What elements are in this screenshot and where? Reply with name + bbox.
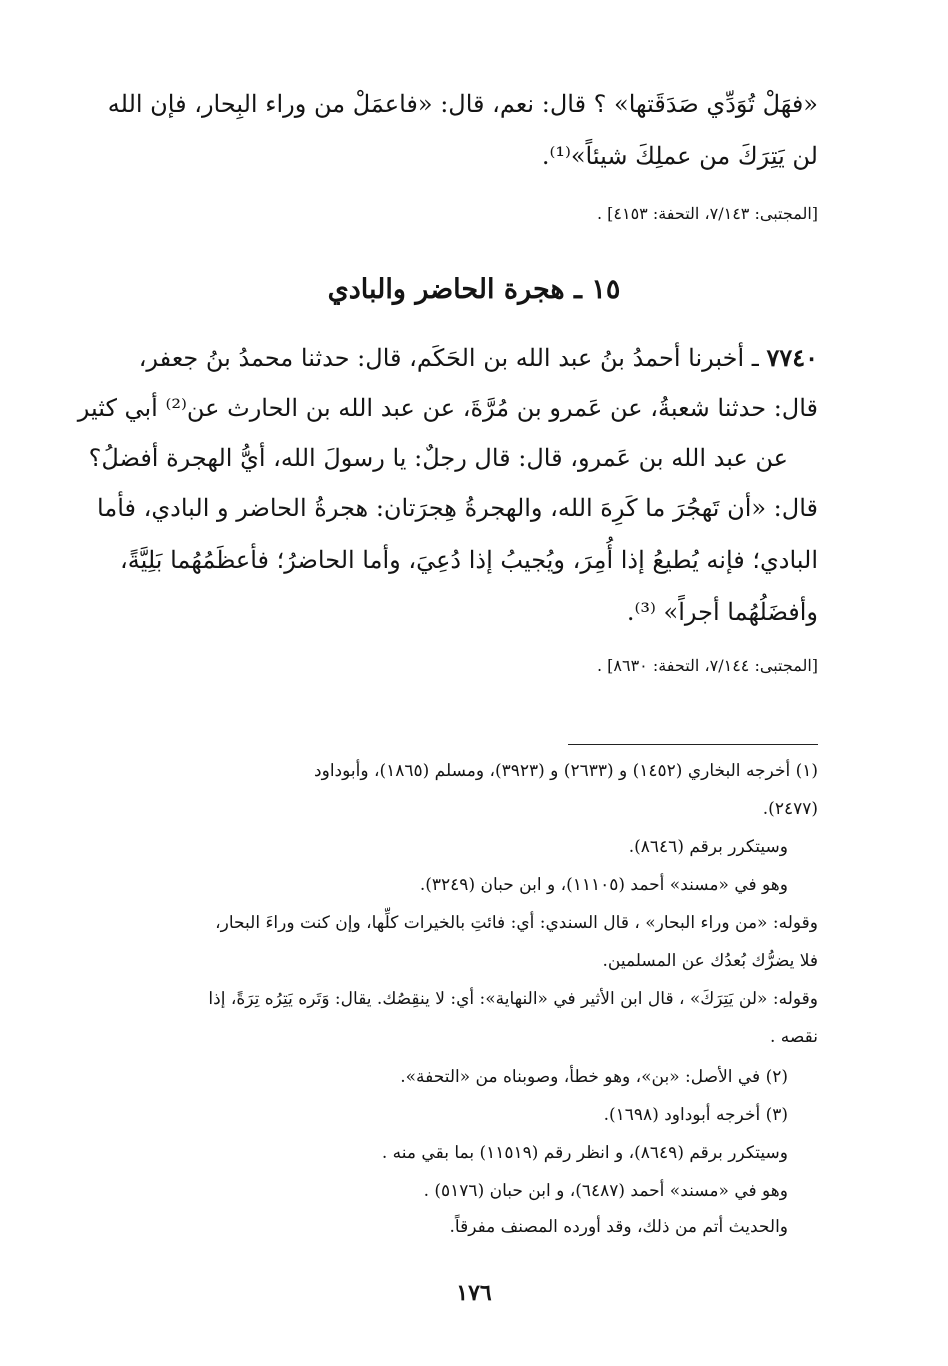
page-number: ١٧٦ [456,1280,492,1306]
hadith-line-2: قال: حدثنا شعبةُ، عن عَمرو بن مُرَّةَ، عن عبد الله بن الحارث عن⁽²⁾ أبي كثير [77,394,818,422]
hadith-line-3: عن عبد الله بن عَمرو، قال: قال رجلٌ: يا رسولَ الله، أيُّ الهجرة أفضلُ؟ [88,444,788,472]
text-line-top-2: لن يَتِرَكَ من عملِكَ شيئاً»⁽¹⁾. [541,142,818,170]
hadith-line-4: قال: «أن تَهجُرَ ما كَرِهَ الله، والهجرةُ هِجرَتان: هجرةُ الحاضر و البادي، فأما [97,494,818,522]
hadith-line-6: وأفضَلُهُما أجراً» ⁽³⁾. [626,598,818,626]
footnote-1-line-7: وقوله: «لن يَتِرَكَ» ، قال ابن الأثير في «النهاية»: أي: لا ينقِصُك. يقال: وَتَره يَتِرُه تِرَةً، إذا [208,989,818,1009]
footnote-1-line-6: فلا يضرُّك بُعدُك عن المسلمين. [602,951,818,971]
text-line-top-1: «فهَلْ تُوَدِّي صَدَقَتها» ؟ قال: نعم، قال: «فاعمَلْ من وراء البِحار، فإن الله [107,90,818,118]
footnote-1-line-4: وهو في «مسند» أحمد (١١١٠٥)، و ابن حبان (٣٢٤٩). [419,875,788,895]
footnote-1-line-2: (٢٤٧٧). [762,799,818,819]
footnote-3-line-2: وسيتكرر برقم (٨٦٤٩)، و انظر رقم (١١٥١٩) بما بقي منه . [381,1143,788,1163]
section-title: ١٥ ـ هجرة الحاضر والبادي [327,274,621,305]
hadith-line-1-text: ـ أخبرنا أحمدُ بنُ عبد الله بن الحَكَم، قال: حدثنا محمدُ بنُ جعفر، [138,344,767,372]
footnote-separator [568,744,818,745]
footnote-2: (٢) في الأصل: «بن»، وهو خطأ، وصوبناه من «التحفة». [400,1067,788,1087]
footnote-1-line-1: (١) أخرجه البخاري (١٤٥٢) و (٢٦٣٣) و (٣٩٢٣)، ومسلم (١٨٦٥)، وأبوداود [314,761,818,781]
hadith-reference: [المجتبى: ٧/١٤٤، التحفة: ٨٦٣٠] . [596,656,818,675]
hadith-line-5: البادي؛ فإنه يُطيعُ إذا أُمِرَ، ويُجيبُ إذا دُعِيَ، وأما الحاضرُ؛ فأعظَمُهُما بَلِيَّةً، [119,546,818,574]
footnote-3-line-4: والحديث أتم من ذلك، وقد أورده المصنف مفرقاً. [449,1217,788,1237]
hadith-number: ٧٧٤٠ [766,343,818,372]
footnote-1-line-8: نقصه . [770,1027,818,1047]
hadith-reference-prev: [المجتبى: ٧/١٤٣، التحفة: ٤١٥٣] . [596,204,818,223]
footnote-3-line-3: وهو في «مسند» أحمد (٦٤٨٧)، و ابن حبان (٥١٧٦) . [423,1181,788,1201]
footnote-1-line-3: وسيتكرر برقم (٨٦٤٦). [628,837,788,857]
footnote-1-line-5: وقوله: «من وراء البحار» ، قال السندي: أي: فائتِ بالخيرات كلِّها، وإن كنت وراءَ البحار، [215,913,818,933]
footnote-3-line-1: (٣) أخرجه أبوداود (١٦٩٨). [603,1105,788,1125]
hadith-line-1 [132,340,818,376]
